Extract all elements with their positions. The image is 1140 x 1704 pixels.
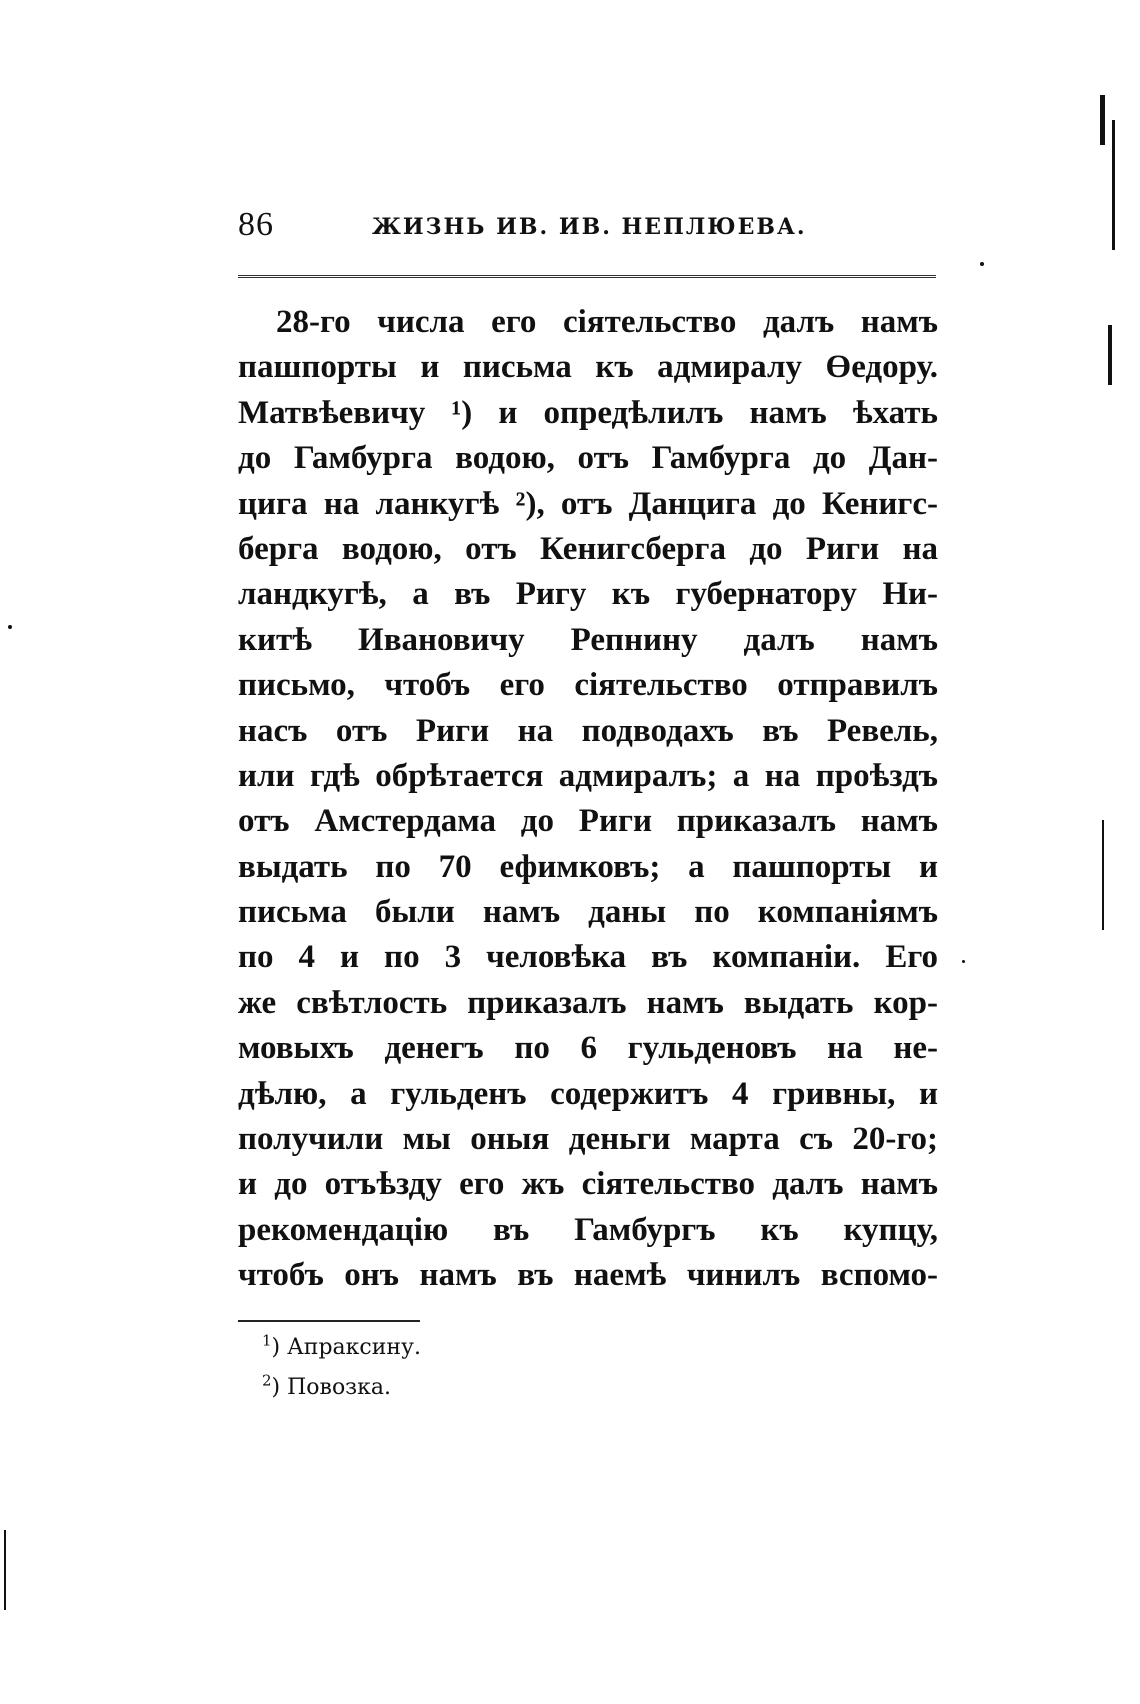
- footnote-text: ) Повозка.: [271, 1375, 392, 1400]
- page-number: 86: [238, 206, 274, 243]
- text-line: ландкугѣ, а въ Ригу къ губернатору Ни-: [238, 576, 938, 613]
- text-line: и до отъѣзду его жъ сіятельство далъ намъ: [238, 1166, 938, 1203]
- text-line: выдать по 70 ефимковъ; а пашпорты и: [238, 848, 938, 885]
- text-line: получили мы оныя деньги марта съ 20-го;: [238, 1121, 938, 1158]
- scan-artifact-mark: [1108, 325, 1112, 385]
- text-line: по 4 и по 3 человѣка въ компаніи. Его: [238, 939, 938, 976]
- text-line: насъ отъ Риги на подводахъ въ Ревель,: [238, 712, 938, 749]
- running-title: ЖИЗНЬ ИВ. ИВ. НЕПЛЮЕВА.: [372, 214, 807, 240]
- text-line: мовыхъ денегъ по 6 гульденовъ на не-: [238, 1030, 938, 1067]
- text-line: дѣлю, а гульденъ содержитъ 4 гривны, и: [238, 1075, 938, 1112]
- header-rule: [238, 275, 936, 278]
- text-line: пашпорты и письма къ адмиралу Өедору.: [238, 349, 938, 386]
- footnotes: [262, 1328, 862, 1408]
- text-line: 28-го числа его сіятельство далъ намъ: [276, 304, 938, 340]
- footnote-mark: 1: [262, 1331, 272, 1350]
- text-line: отъ Амстердама до Риги приказалъ намъ: [238, 803, 938, 840]
- scan-artifact-mark: [1100, 95, 1105, 145]
- text-line: Матвѣевичу ¹) и опредѣлилъ намъ ѣхать: [238, 394, 938, 431]
- text-line: китѣ Ивановичу Репнину далъ намъ: [238, 621, 938, 658]
- text-line: же свѣтлость приказалъ намъ выдать кор-: [238, 984, 938, 1021]
- text-line: рекомендацію въ Гамбургъ къ купцу,: [238, 1211, 938, 1248]
- footnote: [262, 1368, 862, 1408]
- footnote-text: ) Апраксину.: [271, 1335, 421, 1360]
- body-text: [238, 300, 938, 1299]
- text-line: или гдѣ обрѣтается адмиралъ; а на проѣздъ: [238, 757, 938, 794]
- scan-artifact-dot: [8, 625, 12, 629]
- scan-artifact-dot: [980, 262, 984, 266]
- scan-artifact-dot: [962, 960, 965, 963]
- text-line: берга водою, отъ Кенигсберга до Риги на: [238, 530, 938, 567]
- text-line: до Гамбурга водою, отъ Гамбурга до Дан-: [238, 440, 938, 477]
- text-line: письма были намъ даны по компаніямъ: [238, 894, 938, 931]
- footnote-rule: [238, 1320, 420, 1322]
- footnote-mark: 2: [262, 1371, 272, 1390]
- page-header: [238, 206, 938, 256]
- text-line: чтобъ онъ намъ въ наемѣ чинилъ вспомо-: [238, 1257, 938, 1294]
- text-line: цига на ланкугѣ ²), отъ Данцига до Кенигс-: [238, 485, 938, 522]
- scan-artifact-mark: [1102, 820, 1104, 930]
- scan-artifact-mark: [4, 1530, 6, 1610]
- scan-artifact-mark: [1112, 120, 1115, 250]
- footnote: [262, 1328, 862, 1368]
- text-line: письмо, чтобъ его сіятельство отправилъ: [238, 667, 938, 704]
